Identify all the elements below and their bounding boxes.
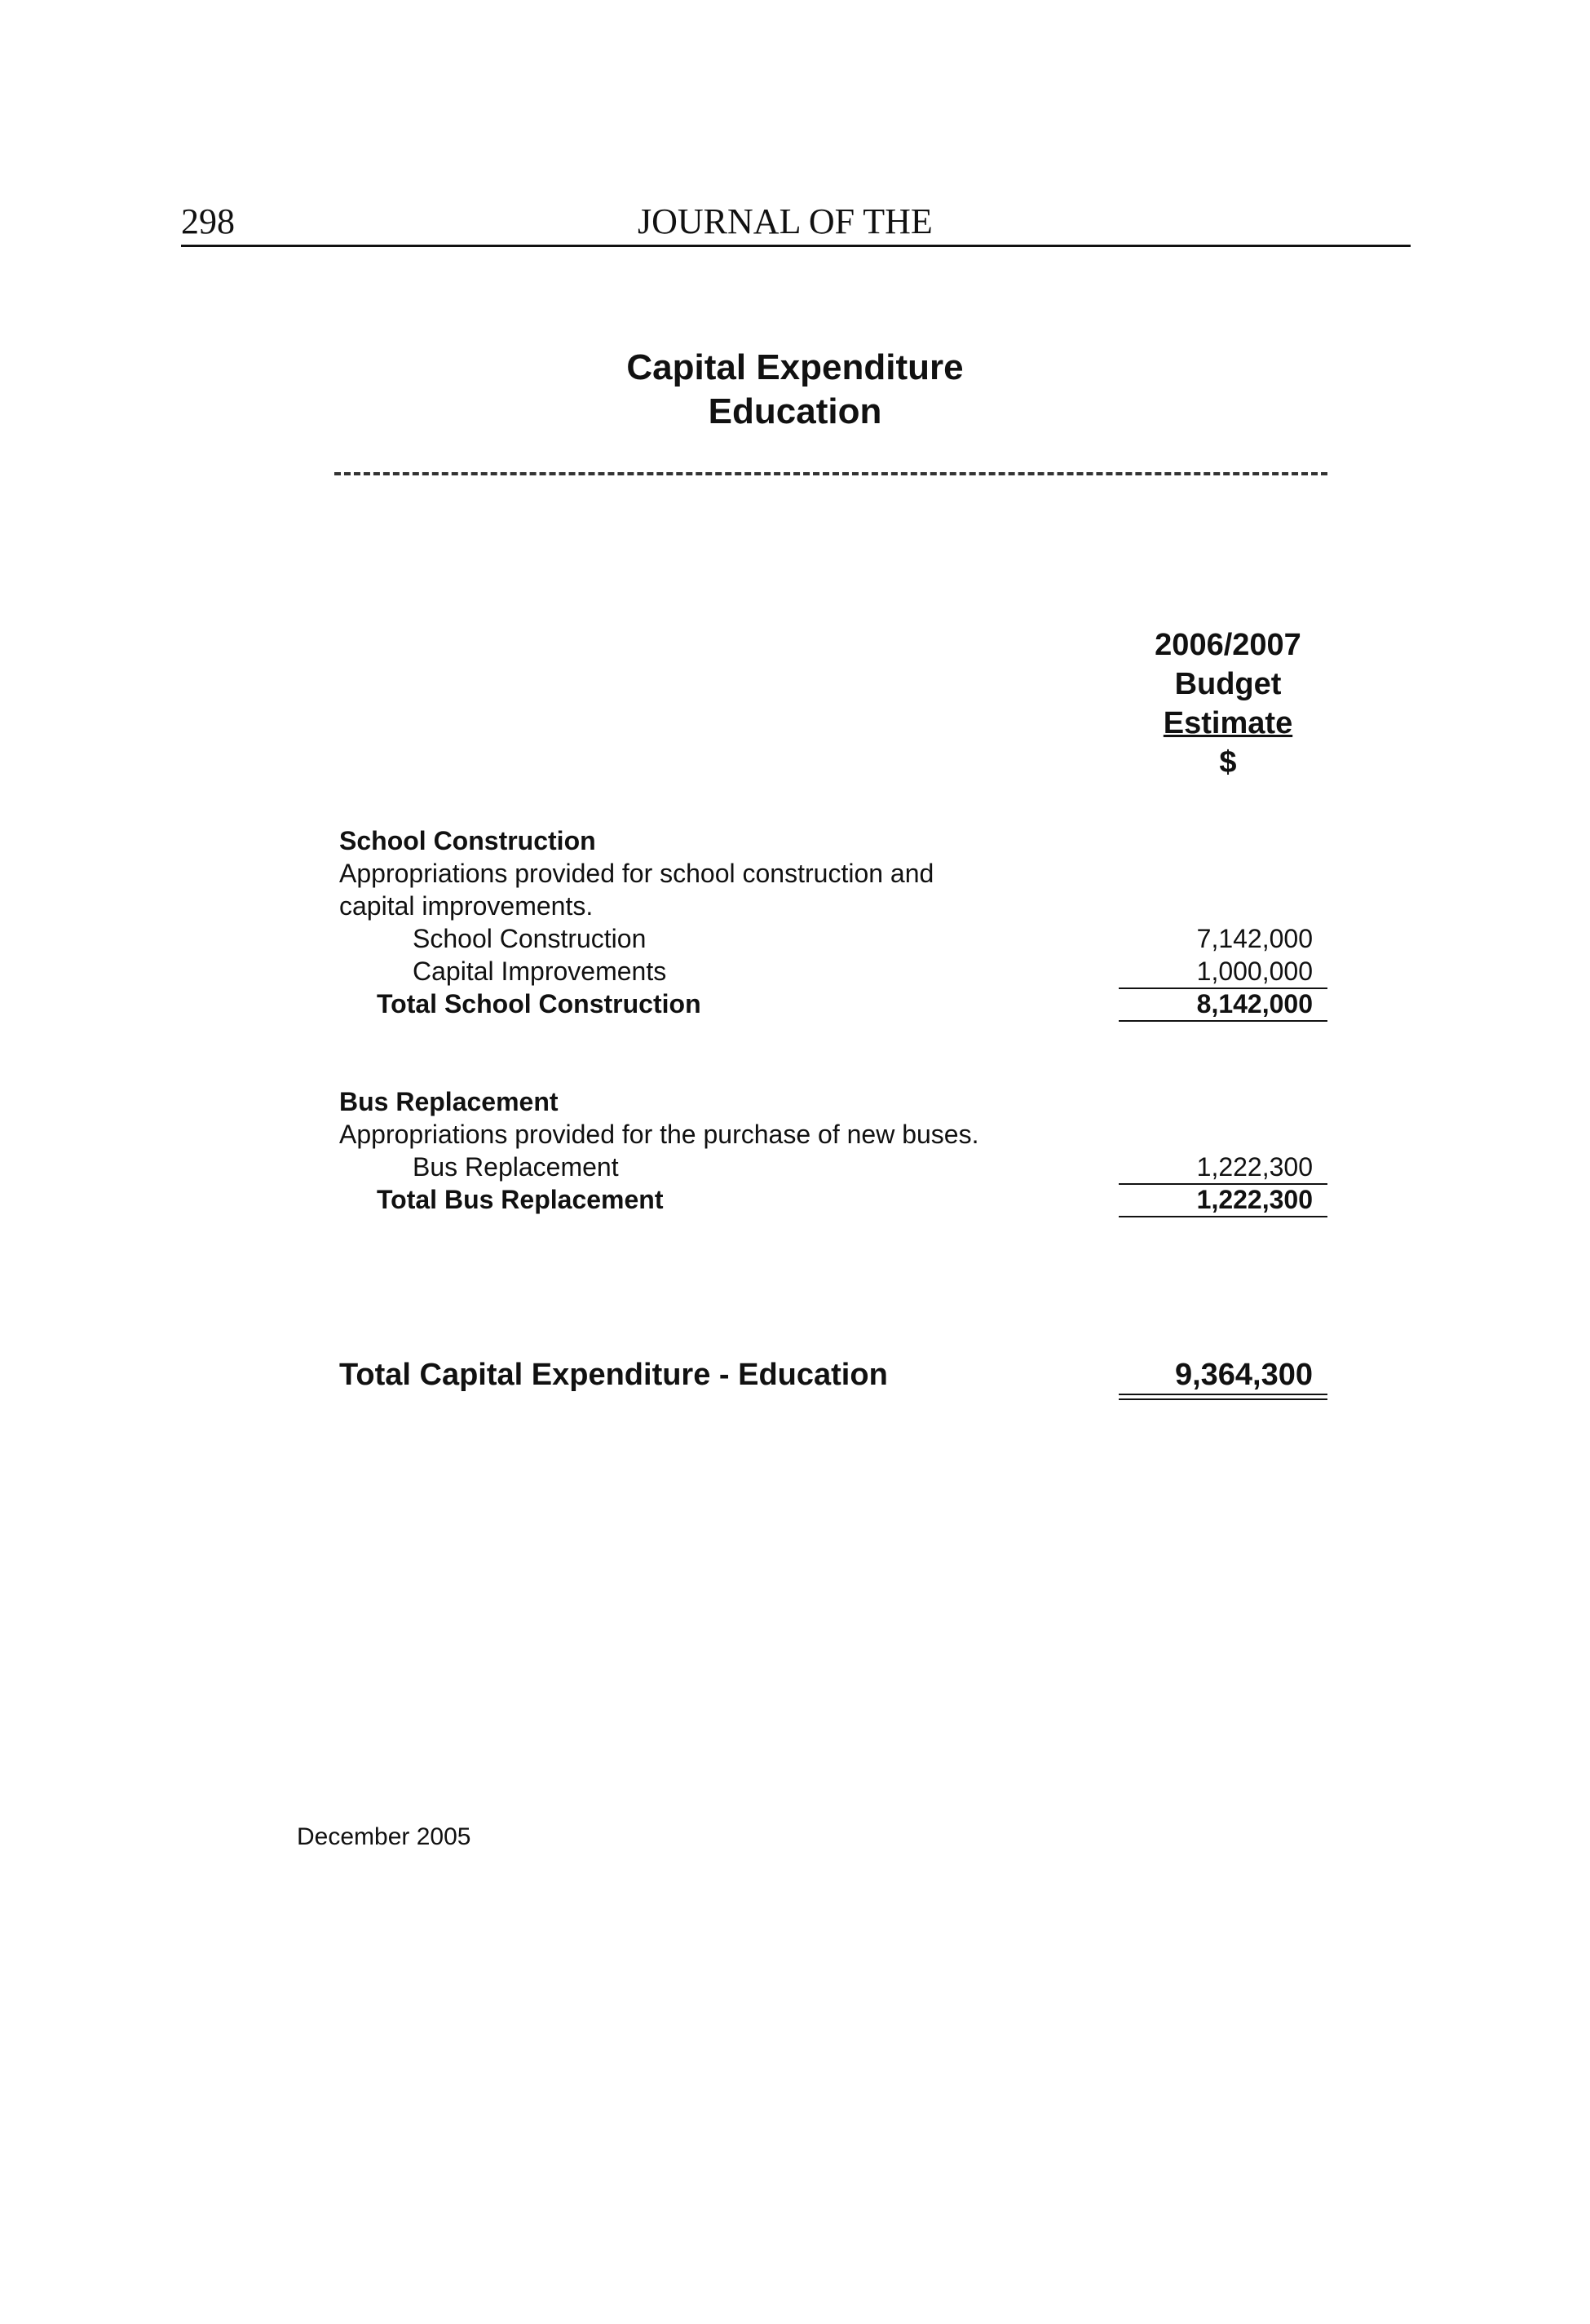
section-total-amount: 8,142,000 <box>1196 989 1313 1018</box>
section-heading-bus-replacement: Bus Replacement <box>339 1087 559 1116</box>
page-number: 298 <box>181 201 235 241</box>
total-rule <box>1119 1020 1327 1022</box>
line-item-label: School Construction <box>413 924 647 953</box>
section-description-line: capital improvements. <box>339 891 594 921</box>
section-heading-school-construction: School Construction <box>339 826 596 855</box>
section-total-label: Total School Construction <box>377 989 701 1018</box>
grand-total-label: Total Capital Expenditure - Education <box>339 1358 888 1392</box>
journal-title: JOURNAL OF THE <box>638 201 933 241</box>
section-total-amount: 1,222,300 <box>1196 1185 1313 1214</box>
section-description-line: Appropriations provided for the purchase of new buses. <box>339 1120 979 1149</box>
total-rule <box>1119 1216 1327 1217</box>
column-header-currency: $ <box>1219 745 1237 780</box>
column-header-year: 2006/2007 <box>1155 628 1301 662</box>
line-item-amount: 1,000,000 <box>1196 957 1313 986</box>
grand-total-double-rule-top <box>1119 1394 1327 1395</box>
footer-date: December 2005 <box>297 1823 471 1850</box>
line-item-amount: 7,142,000 <box>1196 924 1313 953</box>
column-header-budget: Budget <box>1174 667 1282 701</box>
title-divider <box>334 472 1327 475</box>
section-total-label: Total Bus Replacement <box>377 1185 664 1214</box>
grand-total-double-rule-bottom <box>1119 1398 1327 1400</box>
document-title: Capital Expenditure <box>626 347 964 387</box>
section-description-line: Appropriations provided for school construction and <box>339 859 934 888</box>
line-item-label: Capital Improvements <box>413 957 667 986</box>
document-subtitle: Education <box>708 391 882 431</box>
line-item-label: Bus Replacement <box>413 1152 619 1182</box>
grand-total-amount: 9,364,300 <box>1174 1358 1313 1392</box>
line-item-amount: 1,222,300 <box>1196 1152 1313 1182</box>
running-head <box>181 201 1411 247</box>
column-header-estimate: Estimate <box>1163 706 1293 740</box>
